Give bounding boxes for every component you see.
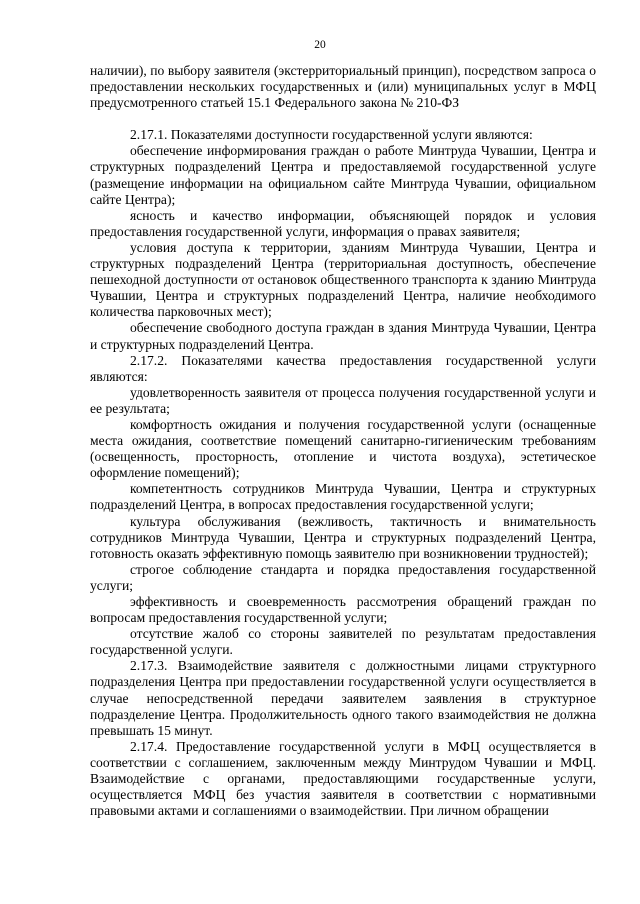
- paragraph-2-17-1: 2.17.1. Показателями доступности государственной услуги являются:: [130, 127, 533, 143]
- paragraph: обеспечение информирования граждан о работе Минтруда Чувашии, Центра и структурных подразделений Центра и предоставляемой государственной услуге (размещение информации на официальном сайте Минтруда Чувашии, официальном сайте Центра);: [90, 143, 596, 207]
- paragraph-gap: [90, 111, 596, 127]
- paragraph-2-17-4: 2.17.4. Предоставление государственной услуги в МФЦ осуществляется в соответствии с соглашением, заключенным между Минтрудом Чувашии и МФЦ. Взаимодействие с органами, предоставляющими государственные услуги, осуществляется МФЦ без участия заявителя в соответствии с нормативными правовыми актами и соглашениями о взаимодействии. При личном обращении: [90, 738, 596, 819]
- paragraph: культура обслуживания (вежливость, тактичность и внимательность сотрудников Минтруда Чувашии, Центра и структурных подразделений Центра, готовность оказать эффективную помощь заявителю при возникновении трудностей);: [90, 513, 596, 561]
- paragraph: удовлетворенность заявителя от процесса получения государственной услуги и ее результата;: [90, 384, 596, 416]
- paragraph-2-17-3: 2.17.3. Взаимодействие заявителя с должностными лицами структурного подразделения Центра при предоставлении государственной услуги осуществляется в случае непосредственной передачи заявителем заявления в структурное подразделение Центра. Продолжительность одного такого взаимодействия не должна превышать 15 минут.: [90, 658, 596, 738]
- paragraph: строгое соблюдение стандарта и порядка предоставления государственной услуги;: [90, 561, 596, 593]
- paragraph: обеспечение свободного доступа граждан в здания Минтруда Чувашии, Центра и структурных подразделений Центра.: [90, 320, 596, 352]
- paragraph: компетентность сотрудников Минтруда Чувашии, Центра и структурных подразделений Центра, в вопросах предоставления государственной услуги;: [90, 481, 596, 513]
- document-body: [90, 63, 596, 819]
- paragraph: условия доступа к территории, зданиям Минтруда Чувашии, Центра и структурных подразделений Центра (территориальная доступность, обеспечение пешеходной доступности от остановок общественного транспорта к зданию Минтруда Чувашии, Центра и структурных подразделений Центра, наличие необходимого количества парковочных мест);: [90, 239, 596, 320]
- paragraph: ясность и качество информации, объясняющей порядок и условия предоставления государственной услуги, информация о правах заявителя;: [90, 207, 596, 239]
- paragraph: комфортность ожидания и получения государственной услуги (оснащенные места ожидания, соответствие помещений санитарно-гигиеническим требованиям (освещенность, просторность, отопление и чистота воздуха), эстетическое оформление помещений);: [90, 416, 596, 481]
- page-number: 20: [314, 39, 326, 51]
- paragraph: отсутствие жалоб со стороны заявителей по результатам предоставления государственной услуги.: [90, 626, 596, 658]
- paragraph-2-17-2: 2.17.2. Показателями качества предоставления государственной услуги являются:: [90, 352, 596, 384]
- paragraph-continuation: наличии), по выбору заявителя (экстерриториальный принцип), посредством запроса о предоставлении нескольких государственных и (или) муниципальных услуг в МФЦ предусмотренного статьей 15.1 Федерального закона № 210-ФЗ: [90, 63, 596, 111]
- paragraph: эффективность и своевременность рассмотрения обращений граждан по вопросам предоставления государственной услуги;: [90, 594, 596, 626]
